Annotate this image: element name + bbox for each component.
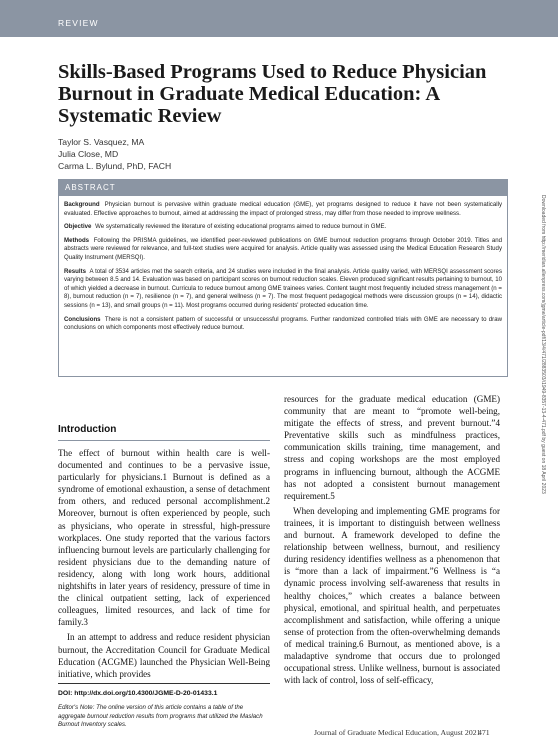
body-paragraph: When developing and implementing GME programs for trainees, it is important to distinguish between wellness and burnout. A framework developed to define the relationship between wellness, burnout, and resiliency during residency identifies wellness as a phenomenon that is “more than a lack of impairment.”6 Wellness is “a dynamic process involving self-awareness that results in healthy choices,” which creates a balance between physical, emotional, and spiritual health, and perpetuates accomplishment and satisfaction, while offering a unique sense of protection from the often-overwhelming demands of medical training.6 Burnout, as mentioned above, is a maladaptive syndrome that occurs due to prolonged occupational stress. Unlike wellness, burnout is associated with lack of control, loss of self-efficacy, [284, 505, 500, 686]
article-title: Skills-Based Programs Used to Reduce Physician Burnout in Graduate Medical Education: A Systematic Review [58, 61, 487, 127]
abstract-heading: ABSTRACT [59, 180, 507, 196]
doi-link[interactable]: DOI: http://dx.doi.org/10.4300/JGME-D-20-01433.1 [58, 690, 218, 697]
editor-note: Editor's Note: The online version of this article contains a table of the aggregate burnout reduction results from programs that utilized the Maslach Burnout Inventory scales. [58, 704, 263, 728]
abstract-box [58, 179, 508, 377]
author-2: Julia Close, MD [58, 149, 119, 159]
download-side-note [538, 195, 546, 615]
page-number: 471 [478, 728, 490, 737]
abstract-results-label: Results [64, 267, 87, 275]
body-column-left [58, 424, 270, 683]
section-header-bar [0, 0, 558, 37]
abstract-methods-text: Following the PRISMA guidelines, we identified peer-reviewed publications on GME burnout reduction programs through October 2019. Titles and abstracts were reviewed for relevance, and full-text studies were acquired for analysis. Article quality was assessed using the Medical Education Research Study Quality Instrument (MERSQI). [64, 236, 502, 261]
abstract-methods [64, 237, 502, 263]
author-1: Taylor S. Vasquez, MA [58, 137, 145, 147]
author-list [58, 136, 171, 172]
footer-journal: Journal of Graduate Medical Education, August 2021 [314, 728, 481, 737]
download-side-note-text: Downloaded from http://meridian.allenpress.com/jgme/article-pdf/13/4/471/2883503/i1949-8357-13-4-471.pdf by guest on 18 April 2023 [540, 195, 546, 494]
section-label: REVIEW [58, 18, 99, 28]
body-paragraph: resources for the graduate medical education (GME) community that are meant to “promote well-being, mitigate the effects of stress, and prevent burnout.”4 Preventative skills such as mindfulness practices, communication skills training, time management, and stress and coping workshops are the most employed programs in influencing burnout, although the ACGME has not adopted a consistent burnout management requirement.5 [284, 394, 500, 501]
abstract-body [59, 196, 507, 333]
introduction-heading: Introduction [58, 424, 117, 435]
body-column-right [284, 393, 500, 689]
abstract-objective-label: Objective [64, 223, 92, 231]
footnote-divider [58, 683, 270, 684]
abstract-background-label: Background [64, 201, 100, 208]
abstract-objective [64, 223, 502, 232]
abstract-conclusions-text: There is not a consistent pattern of successful or unsuccessful programs. Further randomized controlled trials with GME are necessary to draw conclusions on which components most effectively reduce burnout. [64, 315, 502, 332]
body-paragraph: The effect of burnout within health care is well-documented and continues to be a pervasive issue, particularly for physicians.1 Burnout is defined as a syndrome of emotional exhaustion, a sense of detachment from others, and reduced personal accomplishment.2 Moreover, burnout is often experienced by people, such as physicians, who operate in stressful, high-pressure workplaces. One study reported that the various factors influencing burnout levels are particularly challenging for resident physicians due to the demanding nature of residency, along with long work hours, additional nightshifts in later years of residency, pressure of time in the clinical outpatient setting, lack of experienced colleagues, limited resources, and lack of time for family.3 [58, 448, 270, 628]
abstract-background-text: Physician burnout is pervasive within graduate medical education (GME), yet programs designed to reduce it have not been systematically evaluated. Effective approaches to burnout, aimed at addressing the impact of prolonged stress, may differ from those needed to improve wellness. [64, 201, 502, 217]
abstract-conclusions [64, 316, 502, 333]
abstract-results-text: A total of 3534 articles met the search criteria, and 24 studies were included in the final analysis. Article quality varied, with MERSQI assessment scores varying between 8.5 and 14. Evaluation was based on participant scores on burnout reduction scales. Eleven produced significant results pertaining to burnout, 10 of which yielded a decrease in burnout. Curricula to reduce burnout among GME trainees varies. Content taught most frequently included stress management (n = 8), burnout reduction (n = 7), resilience (n = 7), and general wellness (n = 7). The most frequent pedagogical methods were discussion groups (n = 14), didactic sessions (n = 13), and small groups (n = 11). Most programs occurred during residents' protected education time. [64, 267, 502, 309]
abstract-objective-text: We systematically reviewed the literature of existing educational programs aimed to reduce burnout in GME. [95, 223, 387, 231]
author-3: Carma L. Bylund, PhD, FACH [58, 161, 172, 171]
abstract-methods-label: Methods [64, 236, 90, 244]
body-paragraph: In an attempt to address and reduce resident physician burnout, the Accreditation Council for Graduate Medical Education (ACGME) launched the Physician Well-Being initiative, which provides [58, 632, 270, 679]
abstract-background [64, 201, 502, 218]
abstract-conclusions-label: Conclusions [64, 315, 101, 323]
abstract-results [64, 268, 502, 311]
introduction-rule [58, 440, 270, 441]
